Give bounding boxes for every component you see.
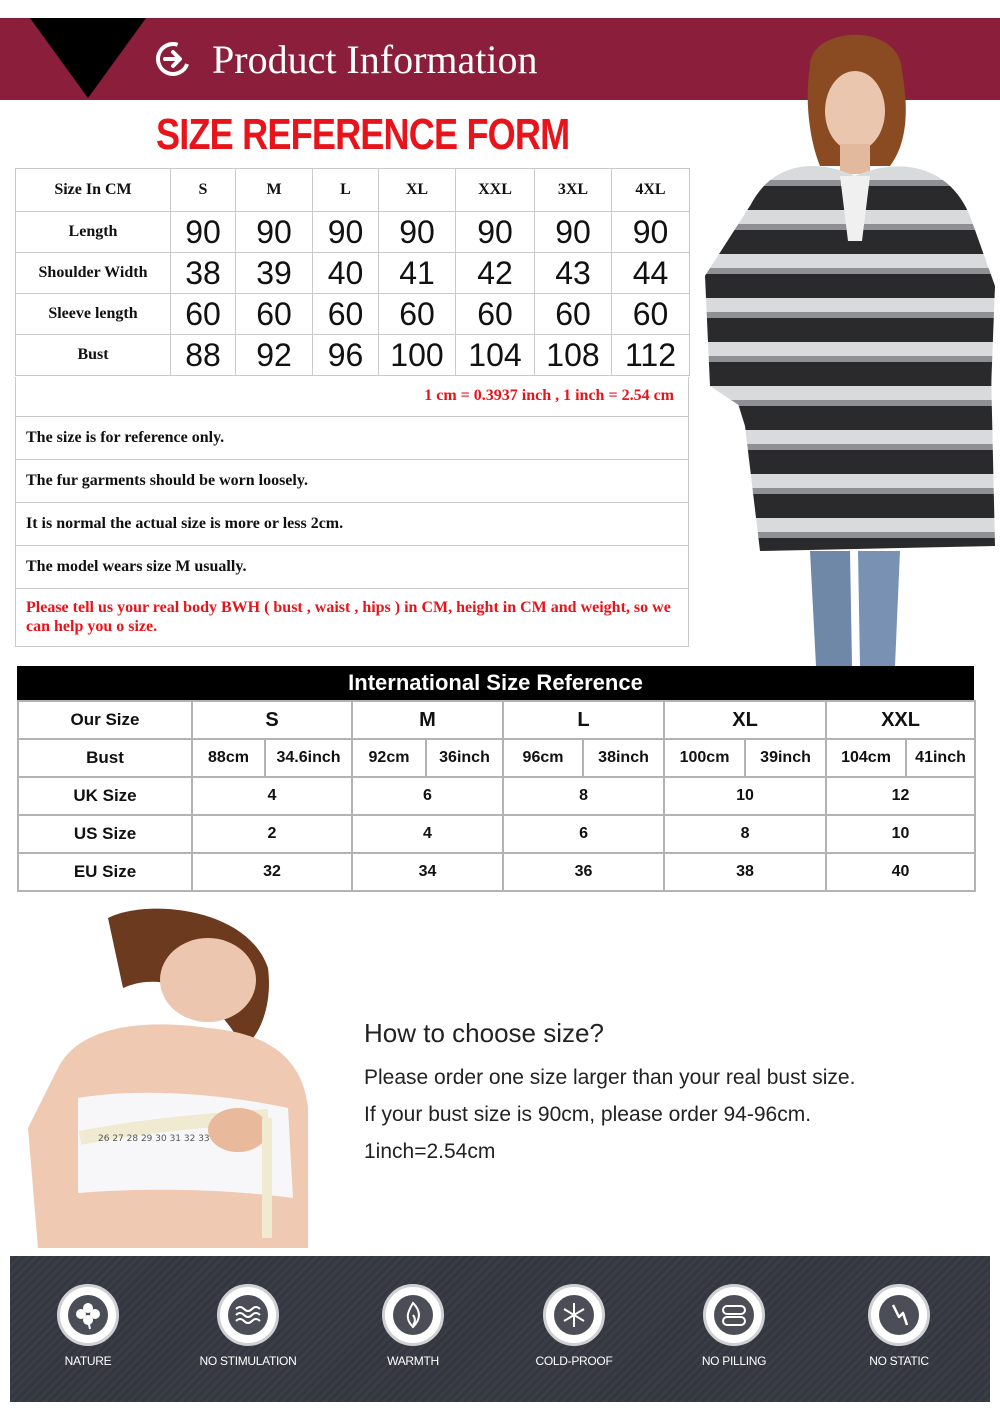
table-cell: 92cm [352, 739, 426, 777]
table-cell: 60 [171, 294, 236, 335]
row-label: Bust [16, 335, 171, 376]
table-cell: 40 [313, 253, 379, 294]
how-to-line: 1inch=2.54cm [364, 1140, 496, 1163]
table-cell: 38 [664, 853, 826, 891]
size-header-row [16, 169, 690, 212]
intl-size-title: International Size Reference [17, 666, 974, 700]
size-header-cell: XL [379, 169, 456, 212]
table-cell: 38inch [583, 739, 664, 777]
table-cell: 34.6inch [265, 739, 352, 777]
table-cell: 96cm [503, 739, 583, 777]
arrow-right-icon [156, 42, 190, 76]
feature-label: WARMTH [387, 1354, 439, 1368]
table-cell: 90 [612, 212, 690, 253]
banner-notch [30, 18, 146, 98]
size-header-cell: 3XL [535, 169, 612, 212]
size-header-cell: S [192, 701, 352, 739]
row-label: EU Size [18, 853, 192, 891]
table-cell: 38 [171, 253, 236, 294]
table-cell: 60 [236, 294, 313, 335]
page-title: Product Information [212, 37, 538, 82]
feature-no-static [829, 1284, 969, 1368]
size-form-title: SIZE REFERENCE FORM [156, 110, 570, 159]
feature-label: NO STATIC [869, 1354, 929, 1368]
feature-label: NATURE [64, 1354, 112, 1368]
table-cell: 60 [313, 294, 379, 335]
row-label: US Size [18, 815, 192, 853]
table-cell: 36 [503, 853, 664, 891]
svg-text:26 27 28 29 30 31 32 33: 26 27 28 29 30 31 32 33 [98, 1134, 210, 1144]
table-row [18, 777, 975, 815]
table-cell: 39inch [745, 739, 826, 777]
snowflake-icon [543, 1284, 605, 1346]
feature-nature [18, 1284, 158, 1368]
table-cell: 88cm [192, 739, 265, 777]
feature-no-pilling [664, 1284, 804, 1368]
note-line: It is normal the actual size is more or less 2cm. [16, 503, 688, 546]
note-line: The model wears size M usually. [16, 546, 688, 589]
size-header-cell: XL [664, 701, 826, 739]
table-cell: 100 [379, 335, 456, 376]
note-line: The size is for reference only. [16, 417, 688, 460]
table-cell: 60 [535, 294, 612, 335]
table-cell: 10 [826, 815, 975, 853]
table-cell: 104cm [826, 739, 906, 777]
size-header-cell: XXL [826, 701, 975, 739]
table-cell: 8 [503, 777, 664, 815]
bust-measuring-photo [18, 908, 318, 1248]
table-cell: 4 [352, 815, 503, 853]
size-header-cell: S [171, 169, 236, 212]
size-header-cell: L [503, 701, 664, 739]
table-row [16, 335, 690, 376]
size-header-cell: L [313, 169, 379, 212]
row-label: Our Size [18, 701, 192, 739]
table-cell: 6 [352, 777, 503, 815]
row-label: Bust [18, 739, 192, 777]
size-header-cell: M [236, 169, 313, 212]
size-header-cell: 4XL [612, 169, 690, 212]
size-notes [15, 377, 689, 647]
table-cell: 36inch [426, 739, 503, 777]
table-cell: 90 [236, 212, 313, 253]
feature-no-stimulation [178, 1284, 318, 1368]
row-label: Sleeve length [16, 294, 171, 335]
feature-label: NO STIMULATION [199, 1354, 297, 1368]
row-label: Shoulder Width [16, 253, 171, 294]
table-row [18, 739, 975, 777]
size-reference-table [15, 168, 690, 376]
waves-icon [217, 1284, 279, 1346]
table-cell: 10 [664, 777, 826, 815]
table-cell: 12 [826, 777, 975, 815]
table-cell: 42 [456, 253, 535, 294]
table-cell: 90 [379, 212, 456, 253]
row-label: Length [16, 212, 171, 253]
size-header-cell: Size In CM [16, 169, 171, 212]
table-cell: 2 [192, 815, 352, 853]
table-cell: 60 [612, 294, 690, 335]
feature-cold-proof [504, 1284, 644, 1368]
table-cell: 6 [503, 815, 664, 853]
feature-label: NO PILLING [701, 1354, 767, 1368]
table-cell: 90 [313, 212, 379, 253]
table-cell: 8 [664, 815, 826, 853]
table-cell: 34 [352, 853, 503, 891]
table-cell: 44 [612, 253, 690, 294]
table-cell: 104 [456, 335, 535, 376]
table-row [16, 212, 690, 253]
row-label: UK Size [18, 777, 192, 815]
table-cell: 43 [535, 253, 612, 294]
how-to-line: If your bust size is 90cm, please order 94-96cm. [364, 1103, 812, 1126]
table-cell: 60 [379, 294, 456, 335]
intl-size-table [17, 700, 976, 892]
table-row [16, 253, 690, 294]
table-row [18, 815, 975, 853]
size-header-cell: M [352, 701, 503, 739]
table-cell: 60 [456, 294, 535, 335]
table-cell: 4 [192, 777, 352, 815]
lightning-icon [868, 1284, 930, 1346]
table-cell: 96 [313, 335, 379, 376]
table-cell: 108 [535, 335, 612, 376]
table-row [18, 701, 975, 739]
measurement-request-note: Please tell us your real body BWH ( bust , waist , hips ) in CM, height in CM and weight, so we can help you o size. [26, 599, 671, 635]
flame-icon [382, 1284, 444, 1346]
pill-icon [703, 1284, 765, 1346]
table-cell: 39 [236, 253, 313, 294]
clover-icon [57, 1284, 119, 1346]
how-to-title: How to choose size? [364, 1018, 604, 1048]
table-cell: 41 [379, 253, 456, 294]
how-to-line: Please order one size larger than your real bust size. [364, 1066, 856, 1089]
table-cell: 41inch [906, 739, 975, 777]
feature-label: COLD-PROOF [535, 1354, 613, 1368]
table-cell: 88 [171, 335, 236, 376]
conversion-note: 1 cm = 0.3937 inch , 1 inch = 2.54 cm [16, 377, 688, 417]
table-cell: 112 [612, 335, 690, 376]
feature-warmth [343, 1284, 483, 1368]
table-cell: 90 [456, 212, 535, 253]
table-row [18, 853, 975, 891]
model-photo [690, 26, 1000, 666]
table-cell: 32 [192, 853, 352, 891]
size-header-cell: XXL [456, 169, 535, 212]
table-cell: 40 [826, 853, 975, 891]
table-cell: 100cm [664, 739, 745, 777]
note-line: The fur garments should be worn loosely. [16, 460, 688, 503]
table-cell: 92 [236, 335, 313, 376]
table-cell: 90 [171, 212, 236, 253]
table-row [16, 294, 690, 335]
table-cell: 90 [535, 212, 612, 253]
